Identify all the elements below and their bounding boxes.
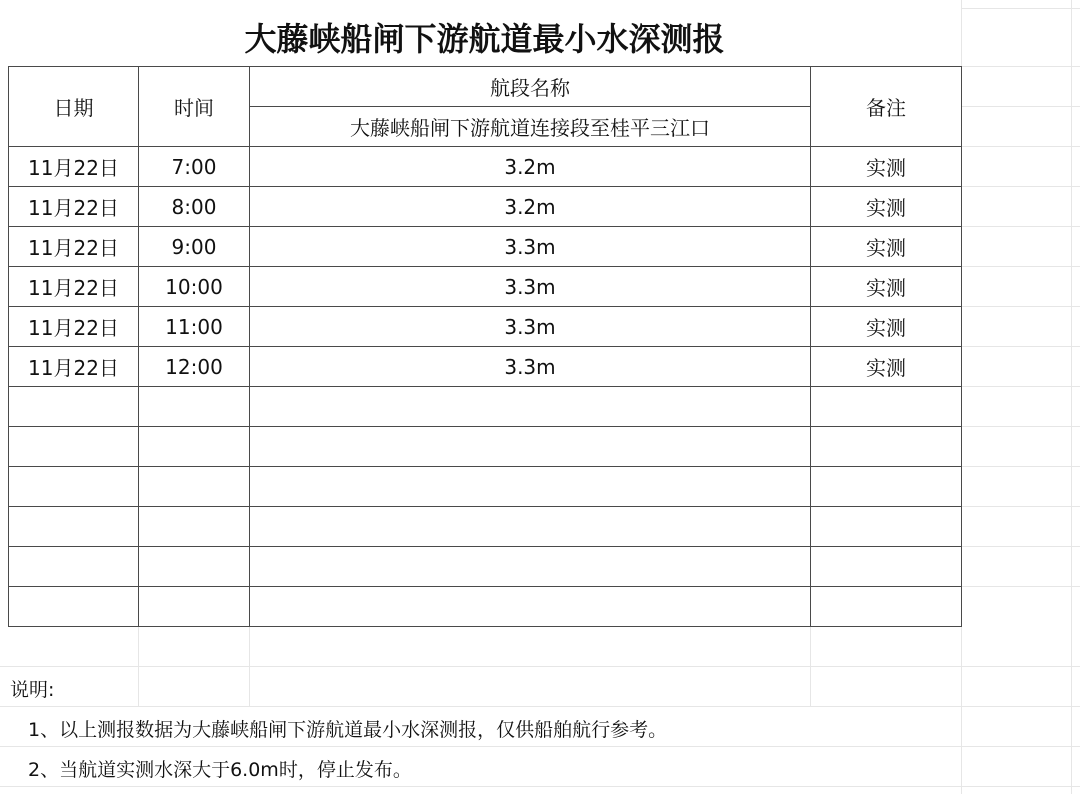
cell-remark: 实测	[866, 196, 906, 220]
cell-remark: 实测	[866, 156, 906, 180]
table-border	[8, 426, 962, 427]
grid-line	[961, 106, 1080, 107]
cell-depth: 3.2m	[504, 154, 556, 179]
grid-line	[1071, 0, 1072, 794]
grid-line	[961, 66, 1080, 67]
header-segment: 大藤峡船闸下游航道连接段至桂平三江口	[350, 116, 710, 140]
grid-line	[249, 626, 250, 706]
grid-line	[0, 666, 1080, 667]
cell-remark: 实测	[866, 276, 906, 300]
table-border	[8, 506, 962, 507]
note-item: 2、当航道实测水深大于6.0m时，停止发布。	[28, 759, 412, 781]
cell-date: 11月22日	[28, 316, 119, 340]
grid-line	[961, 8, 1080, 9]
cell-date: 11月22日	[28, 356, 119, 380]
cell-date: 11月22日	[28, 236, 119, 260]
cell-depth: 3.3m	[504, 234, 556, 259]
grid-line	[961, 226, 1080, 227]
cell-depth: 3.3m	[504, 314, 556, 339]
cell-depth: 3.2m	[504, 194, 556, 219]
cell-depth: 3.3m	[504, 274, 556, 299]
header-time: 时间	[174, 96, 214, 120]
note-item: 1、以上测报数据为大藤峡船闸下游航道最小水深测报，仅供船舶航行参考。	[28, 719, 668, 741]
grid-line	[961, 266, 1080, 267]
cell-date: 11月22日	[28, 276, 119, 300]
header-segment-group: 航段名称	[490, 76, 570, 100]
cell-date: 11月22日	[28, 196, 119, 220]
grid-line	[0, 786, 1080, 787]
grid-line	[138, 626, 139, 706]
notes-heading: 说明:	[10, 679, 55, 701]
cell-remark: 实测	[866, 236, 906, 260]
grid-line	[961, 386, 1080, 387]
table-border	[8, 386, 962, 387]
grid-line	[0, 706, 1080, 707]
table-border	[8, 546, 962, 547]
grid-line	[0, 746, 1080, 747]
page-title: 大藤峡船闸下游航道最小水深测报	[244, 20, 725, 58]
table-border	[8, 586, 962, 587]
cell-time: 9:00	[171, 234, 217, 259]
grid-line	[961, 546, 1080, 547]
header-remark: 备注	[866, 96, 906, 120]
cell-date: 11月22日	[28, 156, 119, 180]
grid-line	[961, 346, 1080, 347]
grid-line	[961, 146, 1080, 147]
cell-time: 11:00	[165, 314, 223, 339]
cell-remark: 实测	[866, 316, 906, 340]
header-date: 日期	[53, 96, 94, 120]
grid-line	[810, 626, 811, 706]
grid-line	[961, 506, 1080, 507]
grid-line	[961, 306, 1080, 307]
grid-line	[961, 466, 1080, 467]
cell-time: 8:00	[171, 194, 217, 219]
cell-time: 10:00	[165, 274, 223, 299]
table-border	[8, 466, 962, 467]
grid-line	[961, 186, 1080, 187]
cell-time: 7:00	[171, 154, 217, 179]
grid-line	[961, 426, 1080, 427]
table-border	[8, 626, 962, 627]
grid-line	[961, 586, 1080, 587]
cell-time: 12:00	[165, 354, 223, 379]
cell-remark: 实测	[866, 356, 906, 380]
cell-depth: 3.3m	[504, 354, 556, 379]
